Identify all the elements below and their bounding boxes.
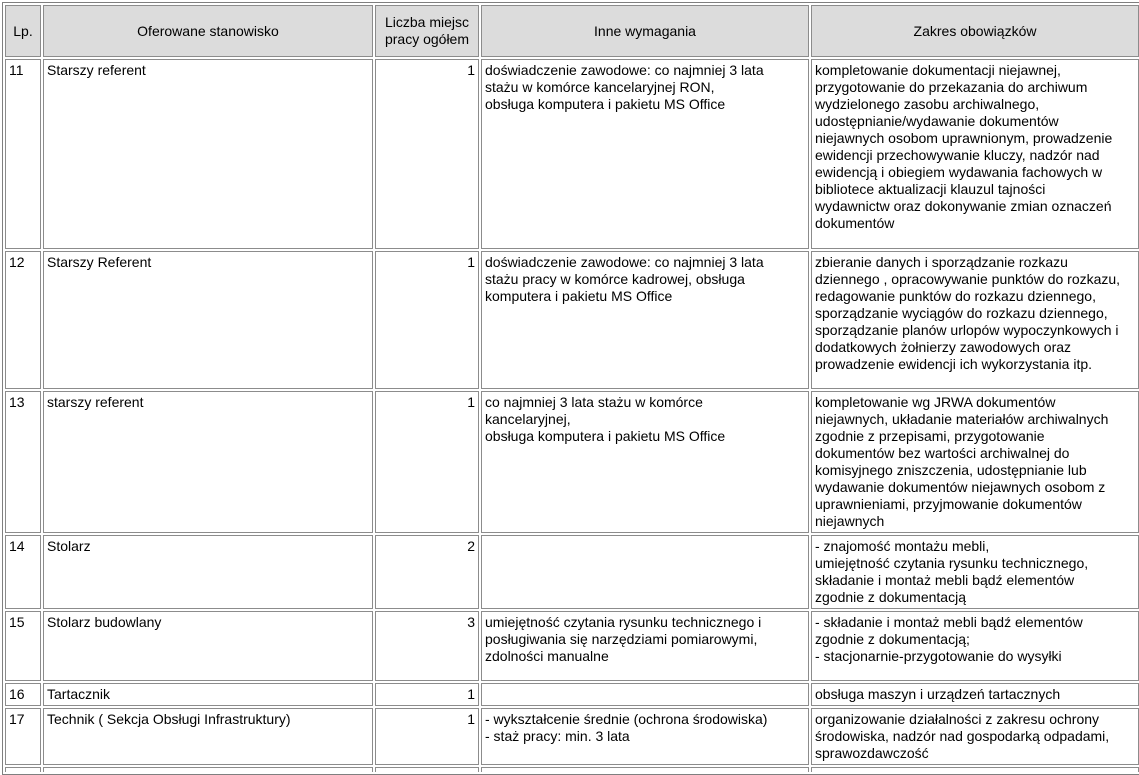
table-row <box>5 251 1139 389</box>
row-position: Starszy referent <box>43 59 373 249</box>
table-row <box>5 391 1139 533</box>
row-duties: - składanie i montaż mebli bądź elementów zgodnie z dokumentacją; - stacjonarnie-przygotowanie do wysyłki <box>811 611 1139 681</box>
row-count: 1 <box>375 708 479 765</box>
row-duties: zbieranie danych i sporządzanie rozkazu dziennego , opracowywanie punktów do rozkazu, redagowanie punktów do rozkazu dziennego, sporządzanie wyciągów do rozkazu dziennego, sporządzanie planów urlopów wypoczynkowych i dodatkowych żołnierzy zawodowych oraz prowadzenie ewidencji ich wykorzystania itp. <box>811 251 1139 389</box>
row-duties: kompletowanie wg JRWA dokumentów niejawnych, układanie materiałów archiwalnych zgodnie z przepisami, przygotowanie dokumentów bez wartości archiwalnej do komisyjnego zniszczenia, udostępnianie lub wydawanie dokumentów niejawnych osobom z uprawnieniami, przyjmowanie dokumentów niejawnych <box>811 391 1139 533</box>
row-requirements: co najmniej 3 lata stażu w komórce kancelaryjnej, obsługa komputera i pakietu MS Office <box>481 391 809 533</box>
row-duties: - znajomość montażu mebli, umiejętność czytania rysunku technicznego, składanie i montaż mebli bądź elementów zgodnie z dokumentacją <box>811 535 1139 609</box>
table-row <box>5 535 1139 609</box>
row-duties: organizowanie działalności z zakresu ochrony środowiska, nadzór nad gospodarką odpadami, sprawozdawczość <box>811 708 1139 765</box>
row-lp: 13 <box>5 391 41 533</box>
partial-cell <box>375 767 479 772</box>
row-count: 2 <box>375 535 479 609</box>
partial-cell <box>43 767 373 772</box>
row-position: Stolarz <box>43 535 373 609</box>
row-count: 1 <box>375 251 479 389</box>
partial-cell <box>5 767 41 772</box>
partial-cell <box>811 767 1139 772</box>
table-row <box>5 611 1139 681</box>
row-requirements: - wykształcenie średnie (ochrona środowiska) - staż pracy: min. 3 lata <box>481 708 809 765</box>
table-row-partial <box>5 767 1139 772</box>
header-duties: Zakres obowiązków <box>811 5 1139 57</box>
row-requirements <box>481 535 809 609</box>
row-duties: kompletowanie dokumentacji niejawnej, przygotowanie do przekazania do archiwum wydzielonego zasobu archiwalnego, udostępnianie/wydawanie dokumentów niejawnych osobom uprawnionym, prowadzenie ewidencji przechowywanie kluczy, nadzór nad ewidencją i obiegiem wydawania fachowych w bibliotece aktualizacji klauzul tajności wydawnictw oraz dokonywanie zmian oznaczeń dokumentów <box>811 59 1139 249</box>
row-position: starszy referent <box>43 391 373 533</box>
row-position: Starszy Referent <box>43 251 373 389</box>
row-count: 3 <box>375 611 479 681</box>
row-lp: 11 <box>5 59 41 249</box>
row-position: Tartacznik <box>43 683 373 706</box>
table-row <box>5 683 1139 706</box>
header-lp: Lp. <box>5 5 41 57</box>
job-offers-table <box>2 2 1139 775</box>
header-position: Oferowane stanowisko <box>43 5 373 57</box>
row-count: 1 <box>375 59 479 249</box>
table-row <box>5 59 1139 249</box>
row-position: Stolarz budowlany <box>43 611 373 681</box>
header-count: Liczba miejsc pracy ogółem <box>375 5 479 57</box>
row-position: Technik ( Sekcja Obsługi Infrastruktury) <box>43 708 373 765</box>
header-row <box>5 5 1139 57</box>
partial-cell <box>481 767 809 772</box>
row-requirements: doświadczenie zawodowe: co najmniej 3 lata stażu w komórce kancelaryjnej RON, obsługa komputera i pakietu MS Office <box>481 59 809 249</box>
row-duties: obsługa maszyn i urządzeń tartacznych <box>811 683 1139 706</box>
row-count: 1 <box>375 683 479 706</box>
row-lp: 17 <box>5 708 41 765</box>
row-count: 1 <box>375 391 479 533</box>
row-requirements: umiejętność czytania rysunku technicznego i posługiwania się narzędziami pomiarowymi, zdolności manualne <box>481 611 809 681</box>
header-requirements: Inne wymagania <box>481 5 809 57</box>
row-lp: 15 <box>5 611 41 681</box>
row-lp: 12 <box>5 251 41 389</box>
row-requirements <box>481 683 809 706</box>
row-lp: 14 <box>5 535 41 609</box>
row-lp: 16 <box>5 683 41 706</box>
row-requirements: doświadczenie zawodowe: co najmniej 3 lata stażu pracy w komórce kadrowej, obsługa komputera i pakietu MS Office <box>481 251 809 389</box>
table-row <box>5 708 1139 765</box>
